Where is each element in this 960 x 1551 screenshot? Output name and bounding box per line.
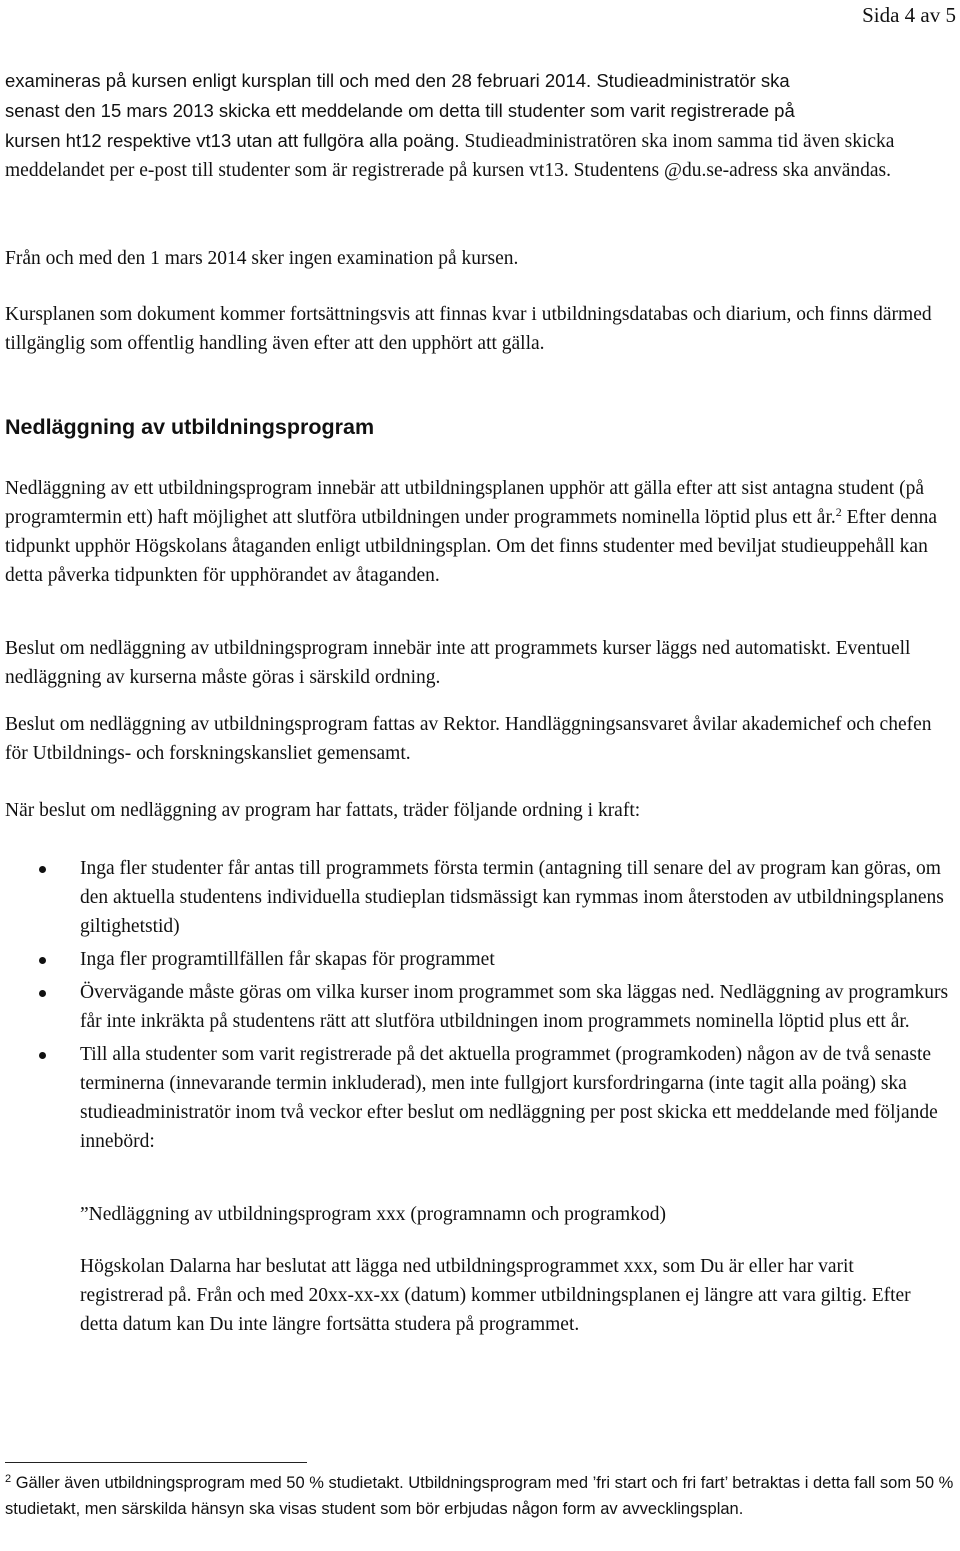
intro-line-1: examineras på kursen enligt kursplan till och med den 28 februari 2014. Studieadministratör ska <box>5 70 790 91</box>
bullet-icon <box>39 957 46 964</box>
bullet-icon <box>39 1052 46 1059</box>
rules-list <box>0 854 960 1160</box>
intro-line-2: senast den 15 mars 2013 skicka ett meddelande om detta till studenter som varit registrerade på <box>5 100 795 121</box>
list-item <box>0 1040 950 1156</box>
list-item-text: Till alla studenter som varit registrerade på det aktuella programmet (programkoden) någon av de två senaste terminerna (innevarande termin inkluderad), men inte fullgjort kursfordringarna (inte tagit alla poäng) ska studieadministratör inom två veckor efter beslut om nedläggning per post skicka ett meddelande med följande innebörd: <box>80 1044 938 1152</box>
section-paragraph-1 <box>5 474 950 590</box>
page-number: Sida 4 av 5 <box>862 3 956 27</box>
list-item <box>0 978 950 1036</box>
footnote-divider <box>5 1462 307 1463</box>
section-paragraph-3: Beslut om nedläggning av utbildningsprogram fattas av Rektor. Handläggningsansvaret åvilar akademichef och chefen för Utbildnings- och forskningskansliet gemensamt. <box>5 714 932 764</box>
list-item-text: Inga fler programtillfällen får skapas för programmet <box>80 949 495 970</box>
list-item-text: Inga fler studenter får antas till programmets första termin (antagning till senare del av program kan göras, om den aktuella studentens individuella studieplan tidsmässigt kan rymmas inom återstoden av utbildningsplanens giltighetstid) <box>80 858 944 937</box>
section-heading: Nedläggning av utbildningsprogram <box>5 415 375 439</box>
list-item <box>0 945 950 974</box>
footnote-reference: 2 <box>835 505 842 519</box>
footnote <box>5 1470 955 1522</box>
footnote-text: Gäller även utbildningsprogram med 50 % studietakt. Utbildningsprogram med ’fri start och fri fart’ betraktas i detta fall som 50 % studietakt, men särskilda hänsyn ska visas student som bör erbjudas någon form av avvecklingsplan. <box>5 1474 954 1518</box>
list-item-text: Övervägande måste göras om vilka kurser inom programmet som ska läggas ned. Nedläggning av programkurs får inte inkräkta på studentens rätt att slutföra utbildningen inom programmets nominella löptid plus ett år. <box>80 982 949 1032</box>
bullet-icon <box>39 866 46 873</box>
intro-line-3: kursen ht12 respektive vt13 utan att fullgöra alla poäng. <box>5 130 460 151</box>
section-paragraph-1-part-2: Efter denna tidpunkt upphör Högskolans åtaganden enligt utbildningsplan. Om det finns studenter med beviljat studieuppehåll kan detta påverka tidpunkten för upphörandet av åtaganden. <box>5 507 938 586</box>
list-item <box>0 854 950 941</box>
footnote-marker: 2 <box>5 1473 12 1485</box>
intro-paragraph-3: Kursplanen som dokument kommer fortsättningsvis att finnas kvar i utbildningsdatabas och diarium, och finns därmed tillgänglig som offentlig handling även efter att den upphört att gälla. <box>5 304 932 354</box>
quote-title: ”Nedläggning av utbildningsprogram xxx (programnamn och programkod) <box>80 1204 666 1225</box>
quote-body: Högskolan Dalarna har beslutat att lägga ned utbildningsprogrammet xxx, som Du är eller har varit registrerad på. Från och med 20xx-xx-xx (datum) kommer utbildningsplanen ej längre att vara giltig. Efter detta datum kan Du inte längre fortsätta studera på programmet. <box>80 1256 911 1335</box>
section-paragraph-4: När beslut om nedläggning av program har fattats, träder följande ordning i kraft: <box>5 800 641 821</box>
section-paragraph-2: Beslut om nedläggning av utbildningsprogram innebär inte att programmets kurser läggs ned automatiskt. Eventuell nedläggning av kurserna måste göras i särskild ordning. <box>5 638 911 688</box>
bullet-icon <box>39 990 46 997</box>
intro-paragraph-2: Från och med den 1 mars 2014 sker ingen examination på kursen. <box>5 248 519 269</box>
section-paragraph-1-part-1: Nedläggning av ett utbildningsprogram innebär att utbildningsplanen upphör att gälla efter att sist antagna student (på programtermin ett) haft möjlighet att slutföra utbildningen under programmets nominella löptid plus ett år. <box>5 478 924 528</box>
intro-paragraph-1-rest: Studieadministratören ska inom samma tid även skicka meddelandet per e-post till studenter som är registrerade på kursen vt13. Studentens @du.se-adress ska användas. <box>5 131 895 181</box>
intro-paragraph-1 <box>5 66 950 185</box>
